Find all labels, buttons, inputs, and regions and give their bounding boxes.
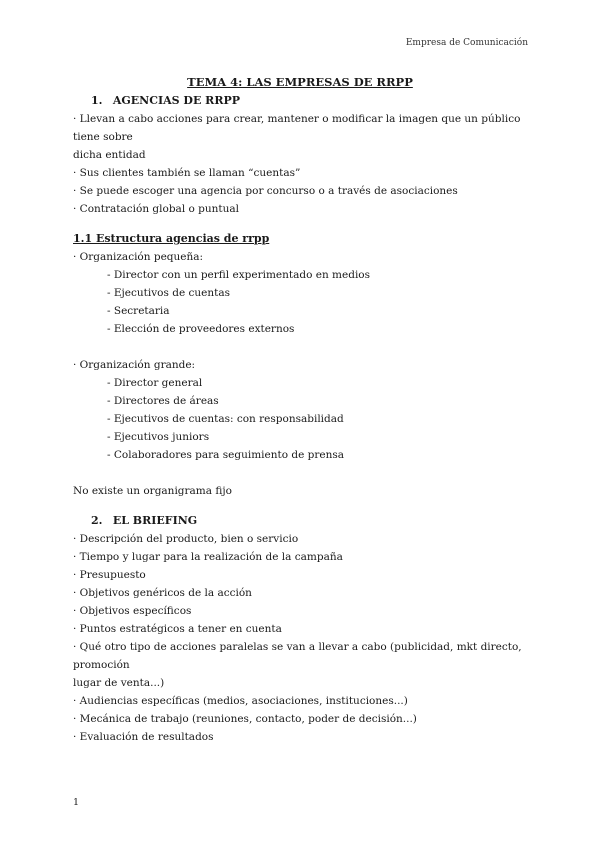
large-org-item: - Director general [107,377,203,389]
section-1-line: · Sus clientes también se llaman “cuentas” [73,167,301,179]
document-title: TEMA 4: LAS EMPRESAS DE RRPP [187,75,413,89]
briefing-item: · Audiencias específicas (medios, asociaciones, instituciones...) [73,695,408,707]
large-org-item: - Ejecutivos juniors [107,431,210,443]
section-1-number: 1. [91,94,103,107]
briefing-item: · Descripción del producto, bien o servicio [73,533,299,545]
briefing-item: lugar de venta...) [73,677,165,689]
briefing-item: · Puntos estratégicos a tener en cuenta [73,623,282,635]
large-org-item: - Ejecutivos de cuentas: con responsabilidad [107,413,344,425]
small-org-item: - Elección de proveedores externos [107,323,295,335]
section-2-title: EL BRIEFING [112,514,198,527]
section-1-heading [73,92,533,110]
briefing-item: · Mecánica de trabajo (reuniones, contacto, poder de decisión...) [73,713,417,725]
page-header-text: Empresa de Comunicación [405,38,528,48]
briefing-item: · Tiempo y lugar para la realización de la campaña [73,551,343,563]
section-1-line: dicha entidad [73,149,146,161]
page-number: 1 [73,797,80,808]
briefing-item: · Evaluación de resultados [73,731,214,743]
small-org-label: · Organización pequeña: [73,251,204,263]
section-1-title: AGENCIAS DE RRPP [112,94,240,107]
briefing-item: · Objetivos específicos [73,605,192,617]
section-1-line: · Contratación global o puntual [73,203,240,215]
document-body [73,92,533,746]
briefing-item: · Objetivos genéricos de la acción [73,587,252,599]
large-org-item: - Colaboradores para seguimiento de prensa [107,449,345,461]
section-1-line: · Llevan a cabo acciones para crear, mantener o modificar la imagen que un público tiene sobre [73,113,521,143]
large-org-item: - Directores de áreas [107,395,219,407]
small-org-item: - Director con un perfil experimentado en medios [107,269,371,281]
briefing-item: · Presupuesto [73,569,146,581]
small-org-item: - Ejecutivos de cuentas [107,287,230,299]
section-2-heading [73,512,533,530]
section-1-line: · Se puede escoger una agencia por concurso o a través de asociaciones [73,185,458,197]
large-org-label: · Organización grande: [73,359,196,371]
organigram-note: No existe un organigrama fijo [73,485,232,497]
section-2-number: 2. [91,514,103,527]
subsection-1-1-heading: 1.1 Estructura agencias de rrpp [73,232,270,245]
small-org-item: - Secretaria [107,305,170,317]
briefing-item: · Qué otro tipo de acciones paralelas se van a llevar a cabo (publicidad, mkt directo, promoción [73,641,522,671]
